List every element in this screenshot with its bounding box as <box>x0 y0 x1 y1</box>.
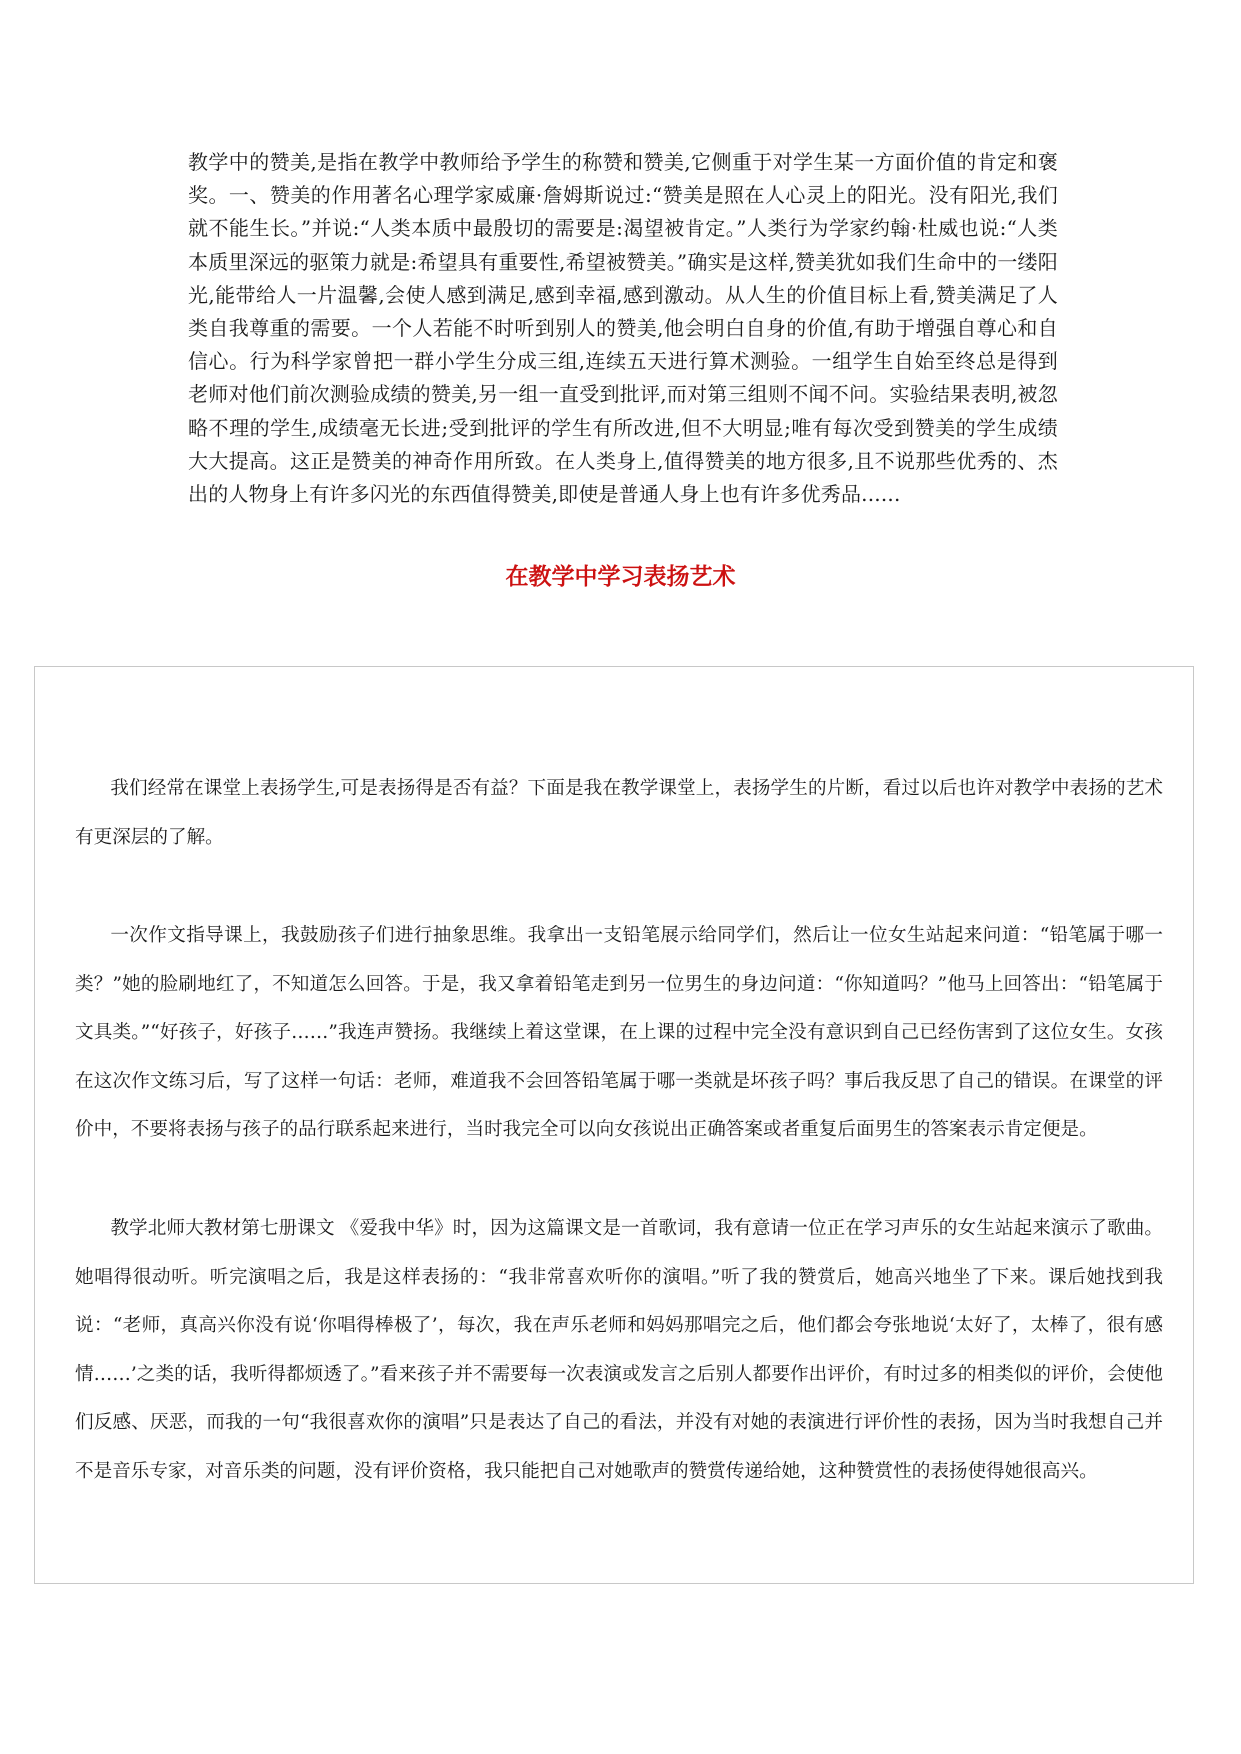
body-paragraph-3: 教学北师大教材第七册课文 《爱我中华》时，因为这篇课文是一首歌词，我有意请一位正在学习声乐的女生站起来演示了歌曲。她唱得很动听。听完演唱之后，我是这样表扬的：“我非常喜欢听你的演唱。”听了我的赞赏后，她高兴地坐了下来。课后她找到我说：“老师，真高兴你没有说‘你唱得棒极了’，每次，我在声乐老师和妈妈那唱完之后，他们都会夸张地说‘太好了，太棒了，很有感情……’之类的话，我听得都烦透了。”看来孩子并不需要每一次表演或发言之后别人都要作出评价，有时过多的相类似的评价，会使他们反感、厌恶，而我的一句“我很喜欢你的演唱”只是表达了自己的看法，并没有对她的表演进行评价性的表扬，因为当时我想自己并不是音乐专家，对音乐类的问题，没有评价资格，我只能把自己对她歌声的赞赏传递给她，这种赞赏性的表扬使得她很高兴。 <box>75 1218 1163 1482</box>
body-paragraph-2: 一次作文指导课上，我鼓励孩子们进行抽象思维。我拿出一支铅笔展示给同学们，然后让一位女生站起来问道：“铅笔属于哪一类？”她的脸刷地红了，不知道怎么回答。于是，我又拿着铅笔走到另一位男生的身边问道：“你知道吗？”他马上回答出：“铅笔属于文具类。”“好孩子，好孩子……”我连声赞扬。我继续上着这堂课，在上课的过程中完全没有意识到自己已经伤害到了这位女生。女孩在这次作文练习后，写了这样一句话：老师，难道我不会回答铅笔属于哪一类就是坏孩子吗？事后我反思了自己的错误。在课堂的评价中，不要将表扬与孩子的品行联系起来进行，当时我完全可以向女孩说出正确答案或者重复后面男生的答案表示肯定便是。 <box>75 925 1163 1141</box>
article-title: 在教学中学习表扬艺术 <box>505 564 736 590</box>
article-body-box <box>34 666 1194 1584</box>
body-paragraph-1: 我们经常在课堂上表扬学生,可是表扬得是否有益？下面是我在教学课堂上，表扬学生的片断，看过以后也许对教学中表扬的艺术有更深层的了解。 <box>75 778 1163 848</box>
intro-paragraph: 教学中的赞美,是指在教学中教师给予学生的称赞和赞美,它侧重于对学生某一方面价值的肯定和褒奖。一、赞美的作用著名心理学家威廉·詹姆斯说过:“赞美是照在人心灵上的阳光。没有阳光,我们就不能生长。”并说:“人类本质中最殷切的需要是:渴望被肯定。”人类行为学家约翰·杜威也说:“人类本质里深远的驱策力就是:希望具有重要性,希望被赞美。”确实是这样,赞美犹如我们生命中的一缕阳光,能带给人一片温馨,会使人感到满足,感到幸福,感到激动。从人生的价值目标上看,赞美满足了人类自我尊重的需要。一个人若能不时听到别人的赞美,他会明白自身的价值,有助于增强自尊心和自信心。行为科学家曾把一群小学生分成三组,连续五天进行算术测验。一组学生自始至终总是得到老师对他们前次测验成绩的赞美,另一组一直受到批评,而对第三组则不闻不问。实验结果表明,被忽略不理的学生,成绩毫无长进;受到批评的学生有所改进,但不大明显;唯有每次受到赞美的学生成绩大大提高。这正是赞美的神奇作用所致。在人类身上,值得赞美的地方很多,且不说那些优秀的、杰出的人物身上有许多闪光的东西值得赞美,即使是普通人身上也有许多优秀品...... <box>188 150 1058 507</box>
